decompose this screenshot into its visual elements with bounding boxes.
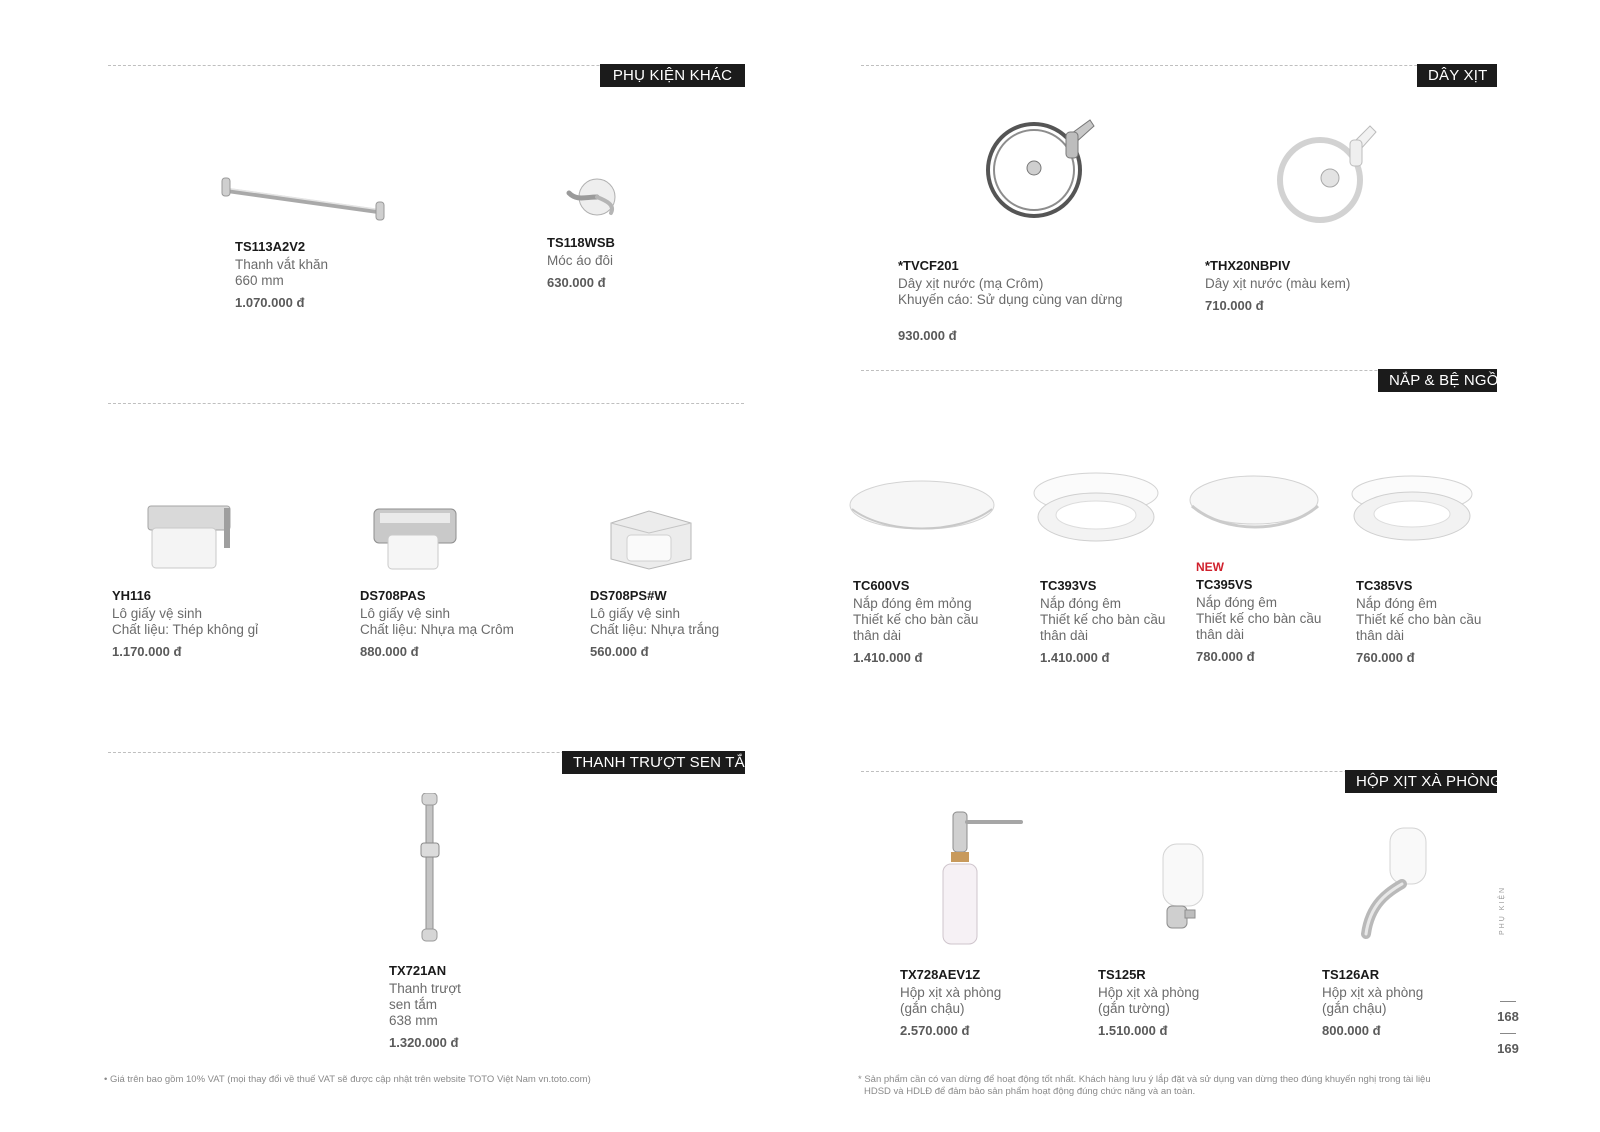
paper-holder-white-image	[605, 505, 695, 573]
product-description: Chất liệu: Thép không gỉ	[112, 622, 259, 637]
product-price: 1.510.000 đ	[1098, 1023, 1168, 1038]
slim-toilet-seat-image	[846, 475, 996, 540]
product-description: Thiết kế cho bàn cầu	[1356, 612, 1482, 627]
product-description: Nắp đóng êm	[1040, 596, 1122, 611]
product-code: *THX20NBPIV	[1205, 258, 1291, 273]
section-title-hop-xit-xa-phong: HỘP XỊT XÀ PHÒNG	[1345, 770, 1497, 793]
product-description: thân dài	[853, 628, 902, 643]
product-description: thân dài	[1196, 627, 1245, 642]
paper-holder-chrome-image	[370, 505, 460, 573]
product-price: 630.000 đ	[547, 275, 606, 290]
paper-holder-steel-image	[144, 500, 234, 572]
product-price: 1.410.000 đ	[853, 650, 923, 665]
toilet-seat-image	[1188, 470, 1323, 540]
product-description: Thiết kế cho bàn cầu	[1040, 612, 1166, 627]
section-title-nap-be-ngoi: NẮP & BỆ NGỒI	[1378, 369, 1497, 392]
product-code: TC393VS	[1040, 578, 1097, 593]
product-description: Thanh vắt khăn	[235, 257, 329, 272]
toilet-seat-image	[1032, 467, 1162, 547]
footnote-valve-notice	[858, 1074, 1431, 1098]
product-price: 760.000 đ	[1356, 650, 1415, 665]
double-hook-image	[555, 175, 625, 225]
product-description: Móc áo đôi	[547, 253, 614, 268]
product-description: Nắp đóng êm	[1356, 596, 1438, 611]
product-description: sen tắm	[389, 997, 438, 1012]
product-code: TC385VS	[1356, 578, 1413, 593]
product-description: Thiết kế cho bàn cầu	[1196, 611, 1322, 626]
product-price: 800.000 đ	[1322, 1023, 1381, 1038]
toilet-seat-image	[1348, 470, 1478, 545]
product-code: DS708PAS	[360, 588, 426, 603]
product-price: 710.000 đ	[1205, 298, 1264, 313]
page-tick	[1500, 1033, 1516, 1034]
page-tick	[1500, 1001, 1516, 1002]
product-description: (gắn chậu)	[900, 1001, 965, 1016]
product-description: Dây xịt nước (màu kem)	[1205, 276, 1351, 291]
product-description: 660 mm	[235, 273, 284, 288]
product-description: Hộp xịt xà phòng	[1322, 985, 1424, 1000]
section-divider	[108, 403, 744, 404]
under-counter-soap-dispenser-image	[937, 808, 1027, 948]
product-description: Dây xịt nước (mạ Crôm)	[898, 276, 1044, 291]
section-title-day-xit: DÂY XỊT	[1417, 64, 1497, 87]
product-description: (gắn tường)	[1098, 1001, 1170, 1016]
product-description: Thiết kế cho bàn cầu	[853, 612, 979, 627]
product-price: 780.000 đ	[1196, 649, 1255, 664]
product-code: YH116	[112, 588, 152, 603]
side-section-label: PHỤ KIỆN	[1499, 885, 1506, 935]
product-description: Khuyến cáo: Sử dụng cùng van dừng	[898, 292, 1123, 307]
footnote-vat: • Giá trên bao gồm 10% VAT (mọi thay đổi về thuế VAT sẽ được cập nhật trên website TOTO Việt Nam vn.toto.com)	[104, 1074, 591, 1085]
product-price: 2.570.000 đ	[900, 1023, 970, 1038]
product-code: *TVCF201	[898, 258, 959, 273]
product-code: DS708PS#W	[590, 588, 667, 603]
product-description: Chất liệu: Nhựa mạ Crôm	[360, 622, 514, 637]
product-description: Nắp đóng êm mỏng	[853, 596, 972, 611]
wall-soap-dispenser-image	[1153, 842, 1213, 942]
product-price: 1.070.000 đ	[235, 295, 305, 310]
product-description: Hộp xịt xà phòng	[1098, 985, 1200, 1000]
product-price: 1.410.000 đ	[1040, 650, 1110, 665]
new-badge: NEW	[1196, 560, 1224, 574]
product-description: thân dài	[1356, 628, 1405, 643]
product-code: TS118WSB	[547, 235, 615, 250]
product-code: TC395VS	[1196, 577, 1253, 592]
product-price: 1.320.000 đ	[389, 1035, 459, 1050]
section-divider	[861, 65, 1497, 66]
product-price: 1.170.000 đ	[112, 644, 182, 659]
section-title-thanh-truot-sen-tam: THANH TRƯỢT SEN TẮM	[562, 751, 745, 774]
product-code: TS113A2V2	[235, 239, 306, 254]
product-code: TC600VS	[853, 578, 910, 593]
shower-slide-bar-image	[410, 793, 450, 943]
product-code: TX728AEV1Z	[900, 967, 981, 982]
product-price: 930.000 đ	[898, 328, 957, 343]
footnote-line: * Sản phẩm cần có van dừng để hoạt động tốt nhất. Khách hàng lưu ý lắp đặt và sử dụng van dừng theo đúng khuyến nghị trong tài liệu	[858, 1074, 1431, 1085]
product-description: Lô giấy vệ sinh	[112, 606, 203, 621]
white-bidet-spray-image	[1272, 118, 1382, 230]
section-title-phu-kien-khac: PHỤ KIỆN KHÁC	[600, 64, 745, 87]
product-code: TS125R	[1098, 967, 1146, 982]
product-code: TX721AN	[389, 963, 447, 978]
product-description: Hộp xịt xà phòng	[900, 985, 1002, 1000]
chrome-bidet-spray-image	[980, 108, 1100, 226]
product-description: Chất liệu: Nhựa trắng	[590, 622, 720, 637]
footnote-line: HDSD và HDLĐ để đảm bảo sản phẩm hoạt động đúng chức năng và an toàn.	[864, 1086, 1196, 1097]
page-number-right: 169	[1497, 1041, 1519, 1056]
product-price: 880.000 đ	[360, 644, 419, 659]
basin-soap-dispenser-image	[1354, 826, 1434, 946]
product-description: Nắp đóng êm	[1196, 595, 1278, 610]
product-code: TS126AR	[1322, 967, 1380, 982]
product-description: Thanh trượt	[389, 981, 461, 996]
product-description: Lô giấy vệ sinh	[360, 606, 451, 621]
product-description: (gắn chậu)	[1322, 1001, 1387, 1016]
product-description: thân dài	[1040, 628, 1089, 643]
product-description: 638 mm	[389, 1013, 438, 1028]
product-description: Lô giấy vệ sinh	[590, 606, 681, 621]
towel-bar-image	[218, 170, 388, 230]
product-price: 560.000 đ	[590, 644, 649, 659]
page-number-left: 168	[1497, 1009, 1519, 1024]
